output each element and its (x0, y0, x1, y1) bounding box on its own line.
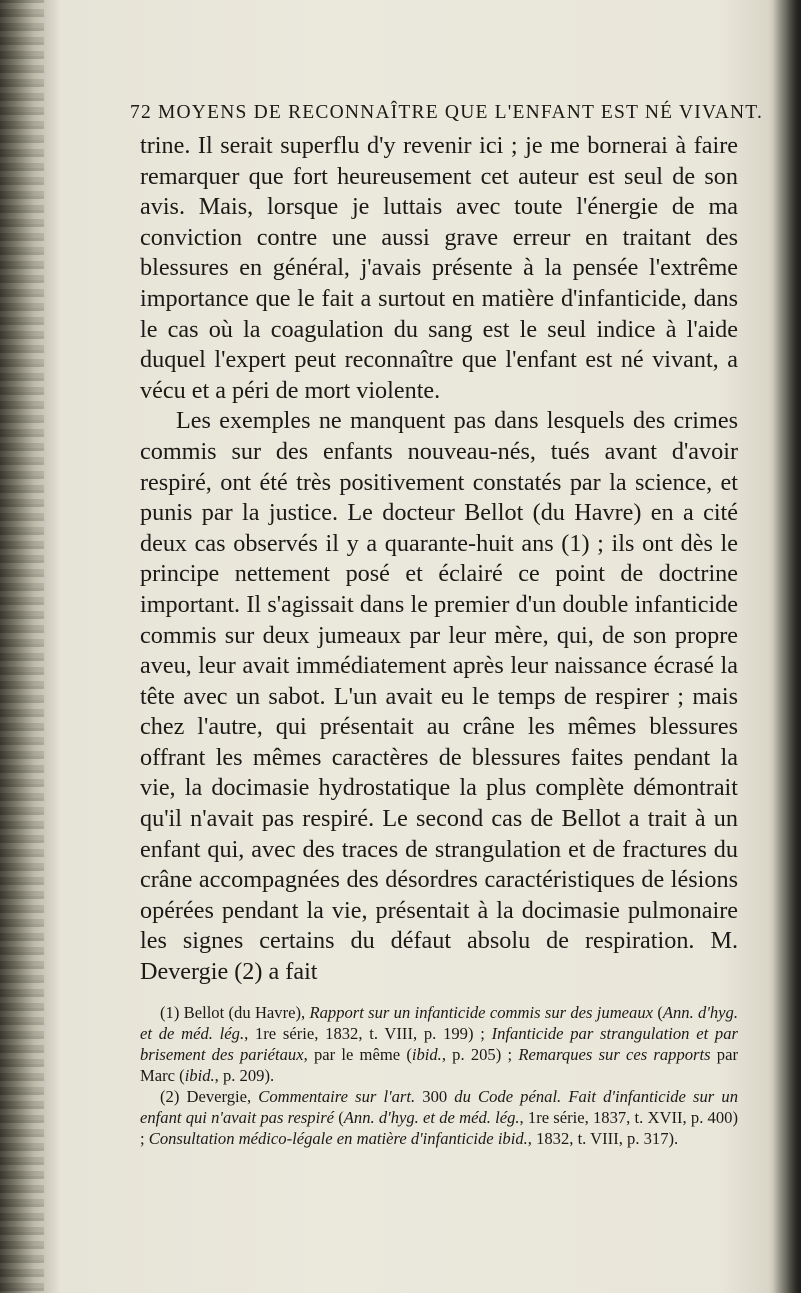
footnotes (140, 1002, 738, 1149)
paragraph-1: trine. Il serait superflu d'y revenir ici ; je me bornerai à faire remarquer que fort heureusement cet auteur est seul de son avis. Mais, lorsque je luttais avec toute l'énergie de ma conviction contre une aussi grave erreur en traitant des blessures en général, j'avais présente à la pensée l'extrême importance que le fait a surtout en matière d'infanticide, dans le cas où la coagulation du sang est le seul indice à l'aide duquel l'expert peut reconnaître que l'enfant est né vivant, a vécu et a péri de mort violente. (140, 132, 738, 404)
page-left-edge-shadow (0, 0, 44, 1293)
page-right-edge-shadow (773, 0, 801, 1293)
running-title: MOYENS DE RECONNAÎTRE QUE L'ENFANT EST NÉ VIVANT. (157, 102, 764, 123)
paragraph-2: Les exemples ne manquent pas dans lesquels des crimes commis sur des enfants nouveau-nés, tués avant d'avoir respiré, ont été très positivement constatés par la science, et punis par la justice. Le docteur Bellot (du Havre) en a cité deux cas observés il y a quarante-huit ans (1) ; ils ont dès le principe nettement posé et éclairé ce point de doctrine important. Il s'agissait dans le premier d'un double infanticide commis sur deux jumeaux par leur mère, qui, de son propre aveu, leur avait immédiatement après leur naissance écrasé la tête avec un sabot. L'un avait eu le temps de respirer ; mais chez l'autre, qui présentait au crâne les mêmes blessures offrant les mêmes caractères de blessures faites pendant la vie, la docimasie hydrostatique la plus complète démontrait qu'il n'avait pas respiré. Le second cas de Bellot a trait à un enfant qui, avec des traces de strangulation et de fractures du crâne accompagnées des désordres caractéristiques de lésions opérées pendant la vie, présentait à la docimasie pulmonaire les signes certains du défaut absolu de respiration. M. Devergie (2) a fait (140, 407, 738, 986)
page-content (130, 101, 764, 1149)
running-header (130, 101, 764, 125)
body-text (140, 131, 738, 988)
footnote-2: (2) Devergie, Commentaire sur l'art. 300 du Code pénal. Fait d'infanticide sur un enfant qui n'avait pas respiré (Ann. d'hyg. et de méd. lég., 1re série, 1837, t. XVII, p. 400) ; Consultation médico-légale en matière d'infanticide ibid., 1832, t. VIII, p. 317). (140, 1086, 738, 1148)
page-number: 72 (130, 102, 152, 123)
footnote-1: (1) Bellot (du Havre), Rapport sur un infanticide commis sur des jumeaux (Ann. d'hyg. et de méd. lég., 1re série, 1832, t. VIII, p. 199) ; Infanticide par strangulation et par brisement des pariétaux, par le même (ibid., p. 205) ; Remarques sur ces rapports par Marc (ibid., p. 209). (140, 1002, 738, 1085)
